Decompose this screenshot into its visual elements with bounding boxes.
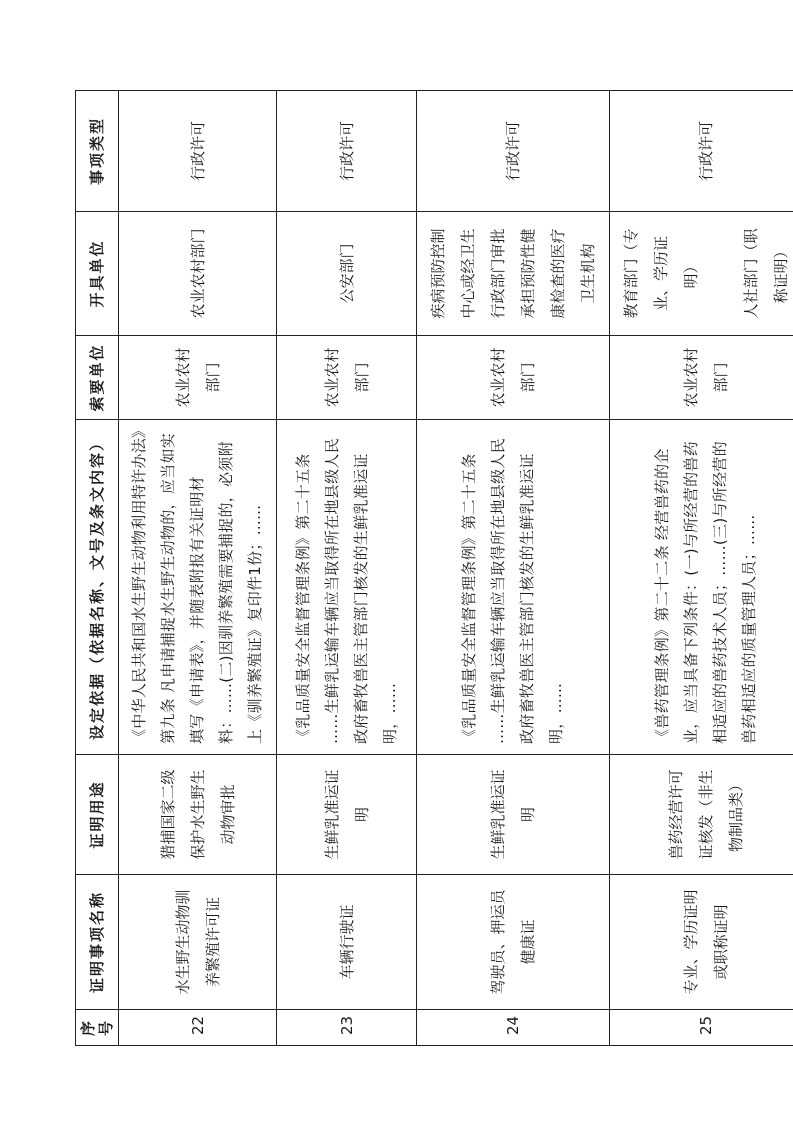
table-row — [119, 91, 277, 1046]
cell-issuer: 教育部门（专业、学历证明） 人社部门（职称证明） — [610, 212, 793, 336]
cell-basis: 《中华人民共和国水生野生动物利用特许办法》第九条 凡申请捕捉水生野生动物的，应当如实填写《申请表》，并随表附报有关证明材料：……(二)因驯养繁殖需要捕捉的，必须附上《驯养繁殖证》复印件1份；…… — [119, 420, 277, 755]
cell-use: 生鲜乳准运证明 — [417, 755, 610, 875]
cell-name: 专业、学历证明或职称证明 — [610, 875, 793, 1010]
header-type: 事项类型 — [76, 91, 119, 212]
table-row — [610, 91, 793, 1046]
certification-items-table — [75, 90, 793, 1046]
cell-no: 25 — [610, 1010, 793, 1046]
table-header-row — [76, 91, 119, 1046]
cell-use: 生鲜乳准运证明 — [277, 755, 417, 875]
cell-type: 行政许可 — [277, 91, 417, 212]
cell-no: 23 — [277, 1010, 417, 1046]
header-use: 证明用途 — [76, 755, 119, 875]
cell-type: 行政许可 — [119, 91, 277, 212]
cell-name: 水生野生动物驯养繁殖许可证 — [119, 875, 277, 1010]
cell-name: 车辆行驶证 — [277, 875, 417, 1010]
cell-requirer: 农业农村部门 — [277, 336, 417, 420]
cell-basis: 《乳品质量安全监督管理条例》第二十五条 ……生鲜乳运输车辆应当取得所在地县级人民政府畜牧兽医主管部门核发的生鲜乳准运证明，…… — [277, 420, 417, 755]
cell-name: 驾驶员、押运员健康证 — [417, 875, 610, 1010]
header-issuer: 开具单位 — [76, 212, 119, 336]
cell-type: 行政许可 — [417, 91, 610, 212]
cell-requirer: 农业农村部门 — [417, 336, 610, 420]
cell-issuer: 公安部门 — [277, 212, 417, 336]
header-name: 证明事项名称 — [76, 875, 119, 1010]
cell-issuer: 疾病预防控制中心或经卫生行政部门审批承担预防性健康检查的医疗卫生机构 — [417, 212, 610, 336]
cell-use: 兽药经营许可证核发（非生物制品类） — [610, 755, 793, 875]
cell-no: 22 — [119, 1010, 277, 1046]
header-basis: 设定依据（依据名称、文号及条文内容） — [76, 420, 119, 755]
header-no: 序号 — [76, 1010, 119, 1046]
cell-basis: 《兽药管理条例》第二十二条 经营兽药的企业，应当具备下列条件：(一)与所经营的兽药相适应的兽药技术人员；……(三)与所经营的兽药相适应的质量管理人员；…… — [610, 420, 793, 755]
cell-no: 24 — [417, 1010, 610, 1046]
cell-requirer: 农业农村部门 — [610, 336, 793, 420]
table-row — [277, 91, 417, 1046]
cell-type: 行政许可 — [610, 91, 793, 212]
table-row — [417, 91, 610, 1046]
cell-basis: 《乳品质量安全监督管理条例》第二十五条 ……生鲜乳运输车辆应当取得所在地县级人民政府畜牧兽医主管部门核发的生鲜乳准运证明，…… — [417, 420, 610, 755]
cell-issuer: 农业农村部门 — [119, 212, 277, 336]
cell-use: 猎捕国家二级保护水生野生动物审批 — [119, 755, 277, 875]
cell-requirer: 农业农村部门 — [119, 336, 277, 420]
header-requirer: 索要单位 — [76, 336, 119, 420]
